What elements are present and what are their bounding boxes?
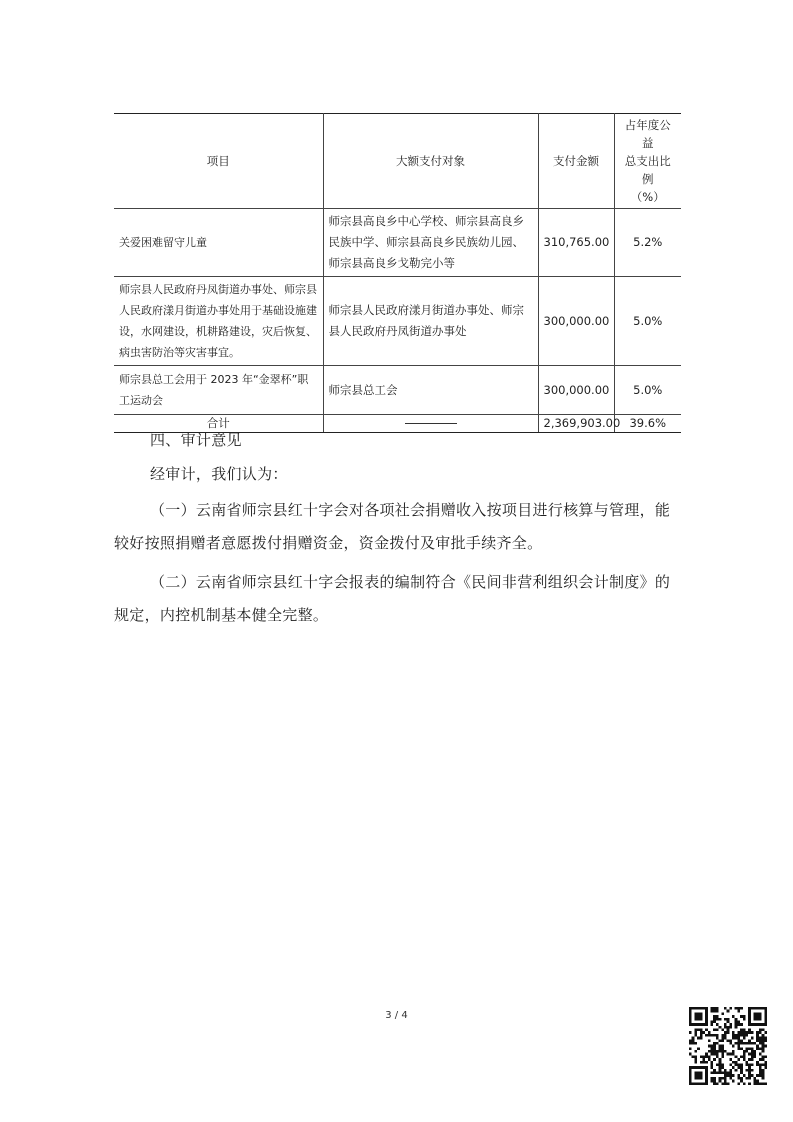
- header-ratio-line3: （%）: [630, 190, 665, 204]
- row-ratio: 5.0%: [614, 366, 681, 415]
- row-recipient: 师宗县总工会: [323, 366, 538, 415]
- header-ratio-line1: 占年度公益: [624, 118, 671, 150]
- page-number: 3 / 4: [385, 1010, 408, 1021]
- table-row: [114, 366, 681, 415]
- row-project: 师宗县总工会用于 2023 年“金翠杯”职工运动会: [114, 366, 323, 415]
- row-amount: 300,000.00: [538, 366, 614, 415]
- row-amount: 300,000.00: [538, 277, 614, 366]
- qr-code-icon: [689, 1007, 767, 1085]
- header-amount: 支付金额: [538, 114, 614, 209]
- header-ratio-line2: 总支出比例: [624, 154, 671, 186]
- row-recipient: 师宗县高良乡中心学校、师宗县高良乡民族中学、师宗县高良乡民族幼儿园、师宗县高良乡戈勒完小等: [323, 209, 538, 277]
- table-row: [114, 209, 681, 277]
- table-header-row: [114, 114, 681, 209]
- payment-table: [114, 113, 681, 433]
- row-ratio: 5.2%: [614, 209, 681, 277]
- section-heading: 四、审计意见: [150, 431, 242, 449]
- opinion-paragraph-2: （二）云南省师宗县红十字会报表的编制符合《民间非营利组织会计制度》的规定，内控机制基本健全完整。: [114, 573, 671, 624]
- row-recipient: 师宗县人民政府漾月街道办事处、师宗县人民政府丹凤街道办事处: [323, 277, 538, 366]
- table-row: [114, 277, 681, 366]
- row-ratio: 5.0%: [614, 277, 681, 366]
- header-project: 项目: [114, 114, 323, 209]
- total-amount: 2,369,903.00: [538, 415, 614, 433]
- header-recipient: 大额支付对象: [323, 114, 538, 209]
- row-project: 关爱困难留守儿童: [114, 209, 323, 277]
- section-intro: 经审计，我们认为：: [150, 465, 288, 483]
- total-label: 合计: [114, 415, 323, 433]
- opinion-paragraph-1: （一）云南省师宗县红十字会对各项社会捐赠收入按项目进行核算与管理，能较好按照捐赠者意愿拨付捐赠资金，资金拨付及审批手续齐全。: [114, 501, 671, 552]
- header-ratio: [614, 114, 681, 209]
- row-project: 师宗县人民政府丹凤街道办事处、师宗县人民政府漾月街道办事处用于基础设施建设，水网建设，机耕路建设，灾后恢复、病虫害防治等灾害事宜。: [114, 277, 323, 366]
- total-ratio: 39.6%: [614, 415, 681, 433]
- row-amount: 310,765.00: [538, 209, 614, 277]
